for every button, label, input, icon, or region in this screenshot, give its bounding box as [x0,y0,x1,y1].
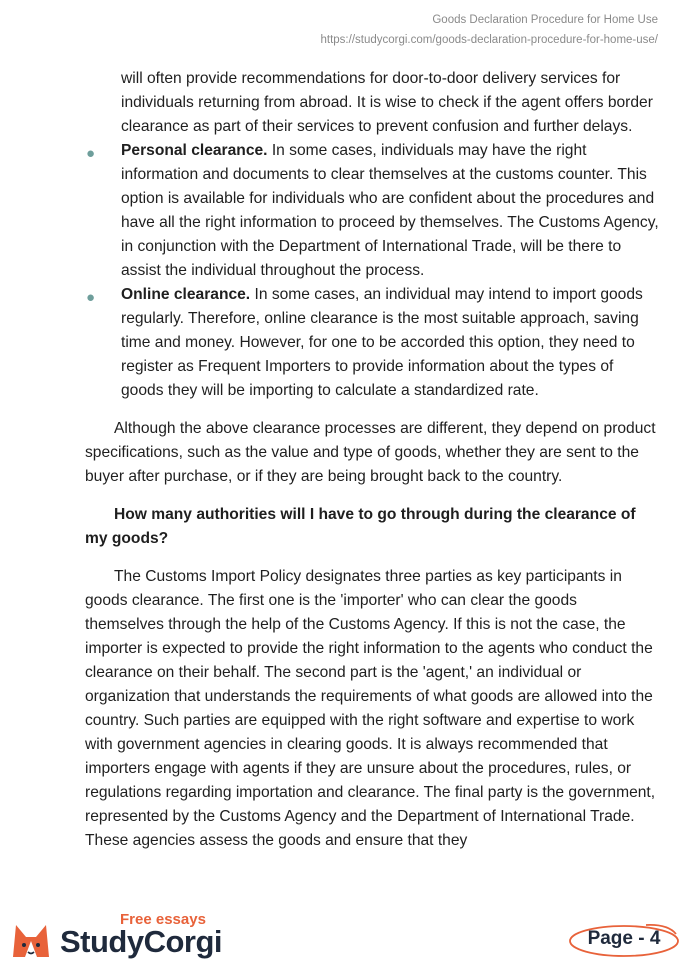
page-number: Page - 4 [587,928,661,949]
brand-name: StudyCorgi [60,924,223,959]
list-item-title: Online clearance. [121,286,251,303]
continuation-text: will often provide recommendations for door-to-door delivery services for individuals returning from abroad. It is wise to check if the agent offers border clearance as part of their services to prevent confusion and further delays. [121,70,653,135]
section-question: How many authorities will I have to go through during the clearance of my goods? [85,506,636,547]
studycorgi-logo[interactable] [10,911,223,961]
list-item-text: In some cases, an individual may intend to import goods regularly. Therefore, online clearance is the most suitable approach, saving time and money. However, for one to be accorded this option, they need to register as Frequent Importers to provide information about the types of goods they will be importing to calculate a standardized rate. [121,286,643,399]
paragraph: The Customs Import Policy designates three parties as key participants in goods clearance. The first one is the 'importer' who can clear the goods themselves through the help of the Customs Agency. If this is not the case, the importer is expected to provide the right information to the agents who conduct the clearance on their behalf. The second part is the 'agent,' an individual or organization that understands the requirements of what goods are allowed into the country. Such parties are equipped with the right software and expertise to work with government agencies in clearing goods. It is always recommended that importers engage with agents if they are unsure about the procedures, rules, or regulations regarding importation and clearance. The final party is the government, represented by the Customs Agency and the Department of International Trade. These agencies assess the goods and ensure that they [85,568,656,849]
document-body [85,67,660,853]
corgi-icon [10,919,52,959]
list-item [85,139,660,283]
document-url: https://studycorgi.com/goods-declaration-procedure-for-home-use/ [320,34,658,46]
page-header [321,10,659,50]
list-item-text: In some cases, individuals may have the right information and documents to clear themselves at the customs counter. This option is available for individuals who are confident about the procedures and have all the right information to proceed by themselves. The Customs Agency, in conjunction with the Department of International Trade, will be there to assist the individual throughout the process. [121,142,659,279]
list-item-title: Personal clearance. [121,142,268,159]
list-item [85,283,660,403]
paragraph: Although the above clearance processes are different, they depend on product specifications, such as the value and type of goods, whether they are sent to the buyer after purchase, or if they are being brought back to the country. [85,420,656,485]
document-title: Goods Declaration Procedure for Home Use [432,14,658,26]
bullet-icon: ● [86,145,96,162]
bullet-icon: ● [86,289,96,306]
clearance-list [85,139,660,403]
page-number-badge [568,922,680,958]
free-essays-tagline: Free essays [120,911,206,928]
